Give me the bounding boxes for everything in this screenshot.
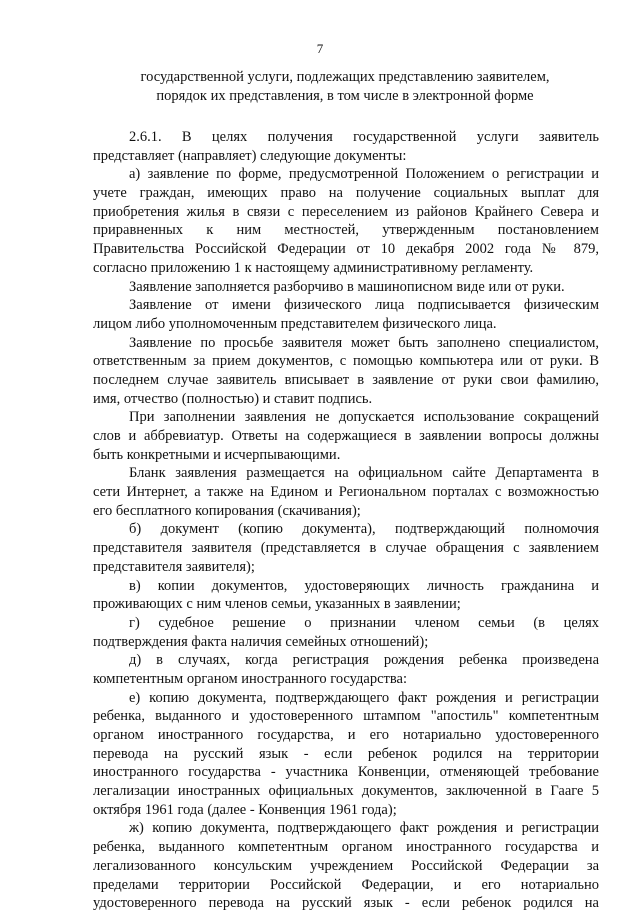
heading-line: государственной услуги, подлежащих представлению заявителем, bbox=[140, 69, 550, 85]
text-line: слов и аббревиатур. Ответы на содержащиеся в заявлении вопросы должны bbox=[93, 428, 599, 444]
text-line: в) копии документов, удостоверяющих личность гражданина и bbox=[129, 577, 599, 594]
paragraph bbox=[93, 651, 599, 688]
text-line: Заявление по просьбе заявителя может быть заполнено специалистом, bbox=[129, 334, 599, 351]
paragraph bbox=[93, 520, 599, 576]
text-line: представляет (направляет) следующие документы: bbox=[93, 147, 407, 164]
document-body bbox=[93, 128, 599, 913]
paragraph bbox=[93, 614, 599, 651]
text-line: приравненных к ним местностей, утвержденным постановлением bbox=[93, 222, 599, 239]
text-line: ж) копию документа, подтверждающего факт рождения и регистрации bbox=[129, 820, 599, 837]
paragraph bbox=[93, 165, 599, 277]
text-line: подтверждения факта наличия семейных отношений); bbox=[93, 633, 429, 650]
text-line: 2.6.1. В целях получения государственной услуги заявитель bbox=[129, 129, 599, 145]
text-line: компетентным органом иностранного государства: bbox=[93, 670, 407, 687]
text-line: органом иностранного государства, и его нотариально удостоверенного bbox=[93, 727, 599, 743]
text-line: Заявление заполняется разборчиво в машинописном виде или от руки. bbox=[129, 278, 565, 295]
page-number: 7 bbox=[316, 41, 324, 56]
text-line: представителя заявителя); bbox=[93, 558, 255, 575]
paragraph bbox=[93, 577, 599, 614]
text-line: а) заявление по форме, предусмотренной Положением о регистрации и bbox=[129, 166, 599, 183]
text-line: лицом либо уполномоченным представителем физического лица. bbox=[93, 315, 497, 332]
text-line: имя, отчество (полностью) и ставит подпись. bbox=[93, 390, 373, 407]
heading-line: порядок их представления, в том числе в электронной форме bbox=[156, 87, 534, 104]
text-line: пределами территории Российской Федерации, и его нотариально bbox=[93, 876, 599, 893]
text-line: Заявление от имени физического лица подписывается физическим bbox=[129, 297, 599, 314]
text-line: его бесплатного копирования (скачивания); bbox=[93, 502, 361, 519]
paragraph bbox=[93, 464, 599, 520]
text-line: ребенка, выданного компетентным органом иностранного государства и bbox=[93, 839, 599, 856]
text-line: ребенка, выданного и удостоверенного штампом "апостиль" компетентным bbox=[93, 708, 599, 725]
paragraph bbox=[93, 296, 599, 333]
text-line: легализации иностранных официальных документов, заключенной в Гааге 5 bbox=[93, 783, 599, 800]
section-heading bbox=[90, 68, 600, 105]
text-line: легализованного консульским учреждением Российской Федерации за bbox=[93, 857, 599, 874]
text-line: При заполнении заявления не допускается использование сокращений bbox=[129, 409, 599, 426]
paragraph bbox=[93, 689, 599, 820]
text-line: удостоверенного перевода на русский язык - если ребенок родился на bbox=[93, 895, 599, 912]
text-line: приобретения жилья в связи с переселением из районов Крайнего Севера и bbox=[93, 203, 599, 220]
paragraph bbox=[93, 278, 599, 297]
text-line: быть конкретными и исчерпывающими. bbox=[93, 446, 341, 463]
text-line: б) документ (копию документа), подтверждающий полномочия bbox=[129, 521, 599, 538]
text-line: ответственным за прием документов, с помощью компьютера или от руки. В bbox=[93, 353, 599, 370]
text-line: е) копию документа, подтверждающего факт рождения и регистрации bbox=[129, 689, 599, 706]
text-line: сети Интернет, а также на Едином и Региональном порталах с возможностью bbox=[93, 484, 599, 501]
text-line: согласно приложению 1 к настоящему административному регламенту. bbox=[93, 259, 534, 276]
text-line: проживающих с ним членов семьи, указанных в заявлении; bbox=[93, 596, 461, 613]
text-line: учете граждан, имеющих право на получение социальных выплат для bbox=[93, 185, 599, 202]
paragraph bbox=[93, 334, 599, 409]
text-line: иностранного государства - участника Конвенции, отменяющей требование bbox=[93, 764, 599, 781]
text-line: перевода на русский язык - если ребенок родился на территории bbox=[93, 745, 599, 762]
text-line: последнем случае заявитель вписывает в заявление от руки свои фамилию, bbox=[93, 371, 599, 388]
text-line: представителя заявителя (представляется в случае обращения с заявлением bbox=[93, 540, 599, 557]
paragraph bbox=[93, 819, 599, 912]
text-line: Бланк заявления размещается на официальном сайте Департамента в bbox=[129, 465, 599, 482]
paragraph bbox=[93, 408, 599, 464]
text-line: октября 1961 года (далее - Конвенция 1961 года); bbox=[93, 801, 397, 818]
text-line: д) в случаях, когда регистрация рождения ребенка произведена bbox=[129, 652, 599, 669]
text-line: Правительства Российской Федерации от 10 декабря 2002 года № 879, bbox=[93, 241, 599, 258]
text-line: г) судебное решение о признании членом семьи (в целях bbox=[129, 614, 599, 631]
paragraph bbox=[93, 128, 599, 165]
